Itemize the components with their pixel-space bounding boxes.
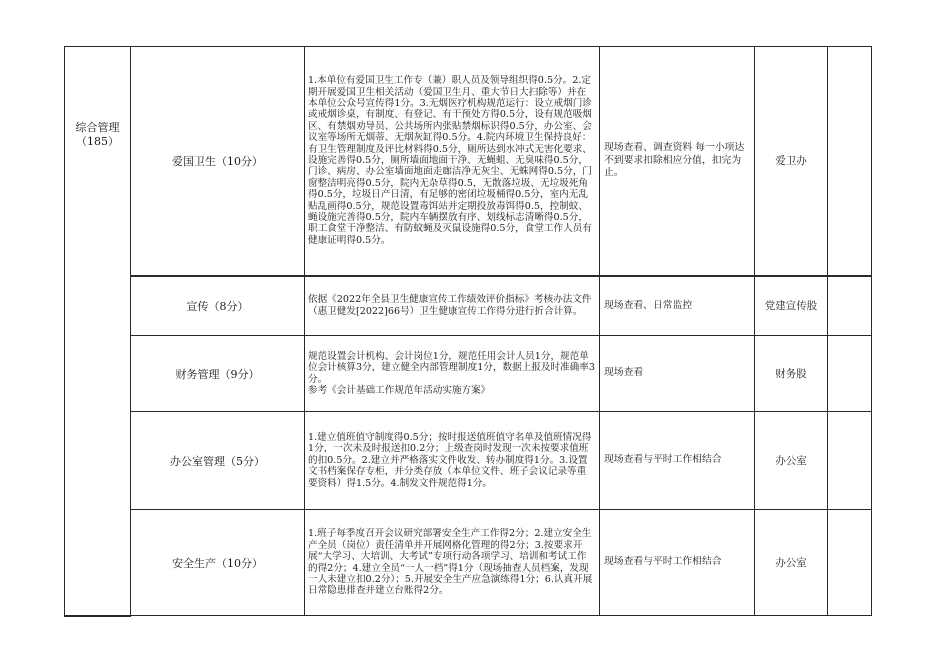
criteria-text: 规范设置会计机构、会计岗位1分，规范任用会计人员1分，规范单位会计核算3分，建立健全内部管理制度1分，数据上报及时准确率3分。 参考《会计基础工作规范年活动实施方案》 [305,336,600,412]
department-cell: 爱卫办 [755,47,828,276]
assessment-table [64,46,872,617]
table-row [65,510,872,616]
department-cell: 财务股 [755,336,828,412]
method-text: 现场查看、调查资料 每一小项达不到要求扣除相应分值，扣完为止。 [600,47,755,276]
department-cell: 办公室 [755,412,828,510]
method-text: 现场查看与平时工作相结合 [600,510,755,616]
criteria-text: 1.本单位有爱国卫生工作专（兼）职人员及领导组织得0.5分。2.定期开展爱国卫生相关活动（爱国卫生月、重大节日大扫除等）并在本单位公众号宣传得1分。3.无烟医疗机构规范运行：设立戒烟门诊或戒烟诊桌，有制度、有登记、有干预处方得0.5分，设有规范吸烟区、有禁烟劝导员、公共场所内张贴禁烟标识得0.5分，办公室、会议室等场所无烟蒂、无烟灰缸得0.5分。4.院内环境卫生保持良好：有卫生管理制度及评比材料得0.5分，厕所达到水冲式无害化要求、设施完善得0.5分，厕所墙面地面干净、无蝇蛆、无臭味得0.5分，门诊、病房、办公室墙面地面走廊洁净无灰尘、无蛛网得0.5分，门窗整洁明亮得0.5分，院内无杂草得0.5，无散落垃圾、无垃圾死角得0.5分，垃圾日产日清，有足够的密闭垃圾桶得0.5分，室内无乱贴乱画得0.5分，规范设置毒饵站并定期投放毒饵得0.5，控制蚊、蝇设施完善得0.5分，院内车辆摆放有序、划线标志清晰得0.5分，职工食堂干净整洁、有防蚊蝇及灭鼠设施得0.5分，食堂工作人员有健康证明得0.5分。 [305,47,600,276]
item-name: 爱国卫生（10分） [131,47,305,276]
method-text: 现场查看、日常监控 [600,276,755,336]
department-cell: 党建宣传股 [755,276,828,336]
table-row [65,412,872,510]
item-name: 安全生产（10分） [131,510,305,616]
score-cell [828,412,872,510]
item-name: 宣传（8分） [131,276,305,336]
item-name: 办公室管理（5分） [131,412,305,510]
item-name: 财务管理（9分） [131,336,305,412]
method-text: 现场查看与平时工作相结合 [600,412,755,510]
table-row [65,276,872,336]
method-text: 现场查看 [600,336,755,412]
criteria-text: 依据《2022年全县卫生健康宣传工作绩效评价指标》考核办法文件（惠卫健发[2022]66号）卫生健康宣传工作得分进行折合计算。 [305,276,600,336]
score-cell [828,47,872,276]
table-row [65,47,872,276]
criteria-text: 1.班子每季度召开会议研究部署安全生产工作得2分；2.建立安全生产全员（岗位）责任清单并开展网格化管理的得2分；3.按要求开展“大学习、大培训、大考试”专项行动各项学习、培训和考试工作的得2分；4.建立全员“一人一档”得1分（现场抽查人员档案，发现一人未建立扣0.2分）；5.开展安全生产应急演练得1分；6.认真开展日常隐患排查并建立台账得2分。 [305,510,600,616]
criteria-text: 1.建立值班值守制度得0.5分；按时报送值班值守名单及值班情况得1分，一次未及时报送扣0.2分；上级查岗时发现一次未按要求值班的扣0.5分。2.建立并严格落实文件收发、转办制度得1分。3.设置文书档案保存专柜，并分类存放（本单位文件、班子会议记录等重要资料）得1.5分。4.制发文件规范得1分。 [305,412,600,510]
department-cell: 办公室 [755,510,828,616]
score-cell [828,510,872,616]
category-cell: 综合管理（185） [65,47,131,616]
score-cell [828,336,872,412]
table-row [65,336,872,412]
score-cell [828,276,872,336]
